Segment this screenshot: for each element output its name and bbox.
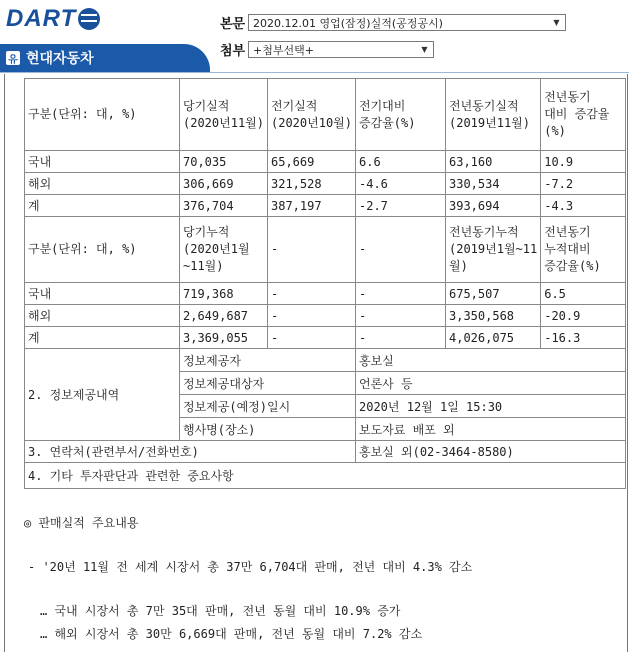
table-cell: - — [356, 217, 446, 283]
info-key: 정보제공대상자 — [180, 372, 356, 395]
table-cell: - — [268, 217, 356, 283]
contact-row — [25, 441, 626, 463]
info-key: 행사명(장소) — [180, 418, 356, 441]
info-key: 정보제공자 — [180, 349, 356, 372]
attach-select-value: +첨부선택+ — [253, 43, 314, 57]
sales-table — [24, 78, 626, 489]
table-cell: 국내 — [25, 151, 180, 173]
table-cell: - — [268, 305, 356, 327]
table-cell: 330,534 — [446, 173, 541, 195]
table-row — [25, 173, 626, 195]
notes-line: … 해외 시장서 총 30만 6,669대 판매, 전년 동월 대비 7.2% 감소 — [40, 627, 423, 641]
company-name: 현대자동차 — [26, 51, 94, 67]
header — [0, 0, 629, 72]
table-cell: 3,369,055 — [180, 327, 268, 349]
table-cell: -4.6 — [356, 173, 446, 195]
table-row — [25, 151, 626, 173]
table-cell: 구분(단위: 대, %) — [25, 217, 180, 283]
chevron-down-icon[interactable]: ▼ — [421, 45, 428, 54]
info-value: 언론사 등 — [356, 372, 626, 395]
notes-title: ◎ 판매실적 주요내용 — [24, 516, 139, 530]
logo-text: DART — [6, 5, 77, 32]
table-cell: - — [356, 327, 446, 349]
table-row — [25, 327, 626, 349]
table-cell: -4.3 — [541, 195, 626, 217]
table-cell: - — [268, 327, 356, 349]
info-value: 홍보실 — [356, 349, 626, 372]
section3-value: 홍보실 외(02-3464-8580) — [356, 441, 626, 463]
main-doc-select-value: 2020.12.01 영업(잠정)실적(공정공시) — [253, 16, 443, 30]
table2-header-row — [25, 217, 626, 283]
section4-label: 4. 기타 투자판단과 관련한 중요사항 — [25, 463, 626, 489]
table-row — [25, 195, 626, 217]
info-value: 2020년 12월 1일 15:30 — [356, 395, 626, 418]
table-cell: 계 — [25, 195, 180, 217]
table-cell: -2.7 — [356, 195, 446, 217]
table-cell: 전년동기 누적대비 증감율(%) — [541, 217, 626, 283]
table-cell: 6.5 — [541, 283, 626, 305]
chevron-down-icon[interactable]: ▼ — [553, 18, 560, 27]
table-cell: - — [268, 283, 356, 305]
table-cell: 321,528 — [268, 173, 356, 195]
section3-label: 3. 연락처(관련부서/전화번호) — [25, 441, 356, 463]
table-cell: 3,350,568 — [446, 305, 541, 327]
main-doc-row — [220, 13, 566, 32]
table-cell: 70,035 — [180, 151, 268, 173]
table-cell: 국내 — [25, 283, 180, 305]
table-cell: 해외 — [25, 305, 180, 327]
company-badge: 유 — [6, 51, 20, 65]
table-cell: 6.6 — [356, 151, 446, 173]
main-doc-select[interactable] — [248, 14, 566, 31]
notes-line: … 국내 시장서 총 7만 35대 판매, 전년 동월 대비 10.9% 증가 — [40, 604, 401, 618]
table1-header-row — [25, 79, 626, 151]
table-cell: -16.3 — [541, 327, 626, 349]
company-bar — [0, 44, 210, 72]
table-cell: 65,669 — [268, 151, 356, 173]
table-cell: - — [356, 305, 446, 327]
table-cell: 전년동기실적 (2019년11월) — [446, 79, 541, 151]
table-cell: 376,704 — [180, 195, 268, 217]
dart-logo[interactable] — [6, 4, 100, 34]
table-cell: 전년동기누적 (2019년1월~11 월) — [446, 217, 541, 283]
table-cell: -20.9 — [541, 305, 626, 327]
table-cell: 당기누적 (2020년1월 ~11월) — [180, 217, 268, 283]
globe-icon — [78, 8, 100, 30]
table-cell: 63,160 — [446, 151, 541, 173]
table-cell: 전기대비 증감율(%) — [356, 79, 446, 151]
table-cell: 4,026,075 — [446, 327, 541, 349]
table-cell: 계 — [25, 327, 180, 349]
info-row — [25, 349, 626, 372]
table-cell: 387,197 — [268, 195, 356, 217]
table-cell: 675,507 — [446, 283, 541, 305]
table-cell: 10.9 — [541, 151, 626, 173]
table-cell: 393,694 — [446, 195, 541, 217]
table-cell: 구분(단위: 대, %) — [25, 79, 180, 151]
table-cell: - — [356, 283, 446, 305]
header-left — [0, 0, 215, 72]
table-cell: 해외 — [25, 173, 180, 195]
attach-select[interactable] — [248, 41, 434, 58]
other-row — [25, 463, 626, 489]
attach-label: 첨부 — [220, 44, 246, 59]
table-row — [25, 305, 626, 327]
main-doc-label: 본문 — [220, 17, 246, 32]
table-cell: 719,368 — [180, 283, 268, 305]
table-cell: 306,669 — [180, 173, 268, 195]
attach-row — [220, 40, 434, 59]
table-row — [25, 283, 626, 305]
notes-line: - '20년 11월 전 세계 시장서 총 37만 6,704대 판매, 전년 대비 4.3% 감소 — [28, 560, 473, 574]
table-cell: 전년동기 대비 증감율 (%) — [541, 79, 626, 151]
table-cell: 당기실적 (2020년11월) — [180, 79, 268, 151]
table-cell: 전기실적 (2020년10월) — [268, 79, 356, 151]
info-value: 보도자료 배포 외 — [356, 418, 626, 441]
section2-label: 2. 정보제공내역 — [25, 349, 180, 441]
table-cell: -7.2 — [541, 173, 626, 195]
table-cell: 2,649,687 — [180, 305, 268, 327]
info-key: 정보제공(예정)일시 — [180, 395, 356, 418]
